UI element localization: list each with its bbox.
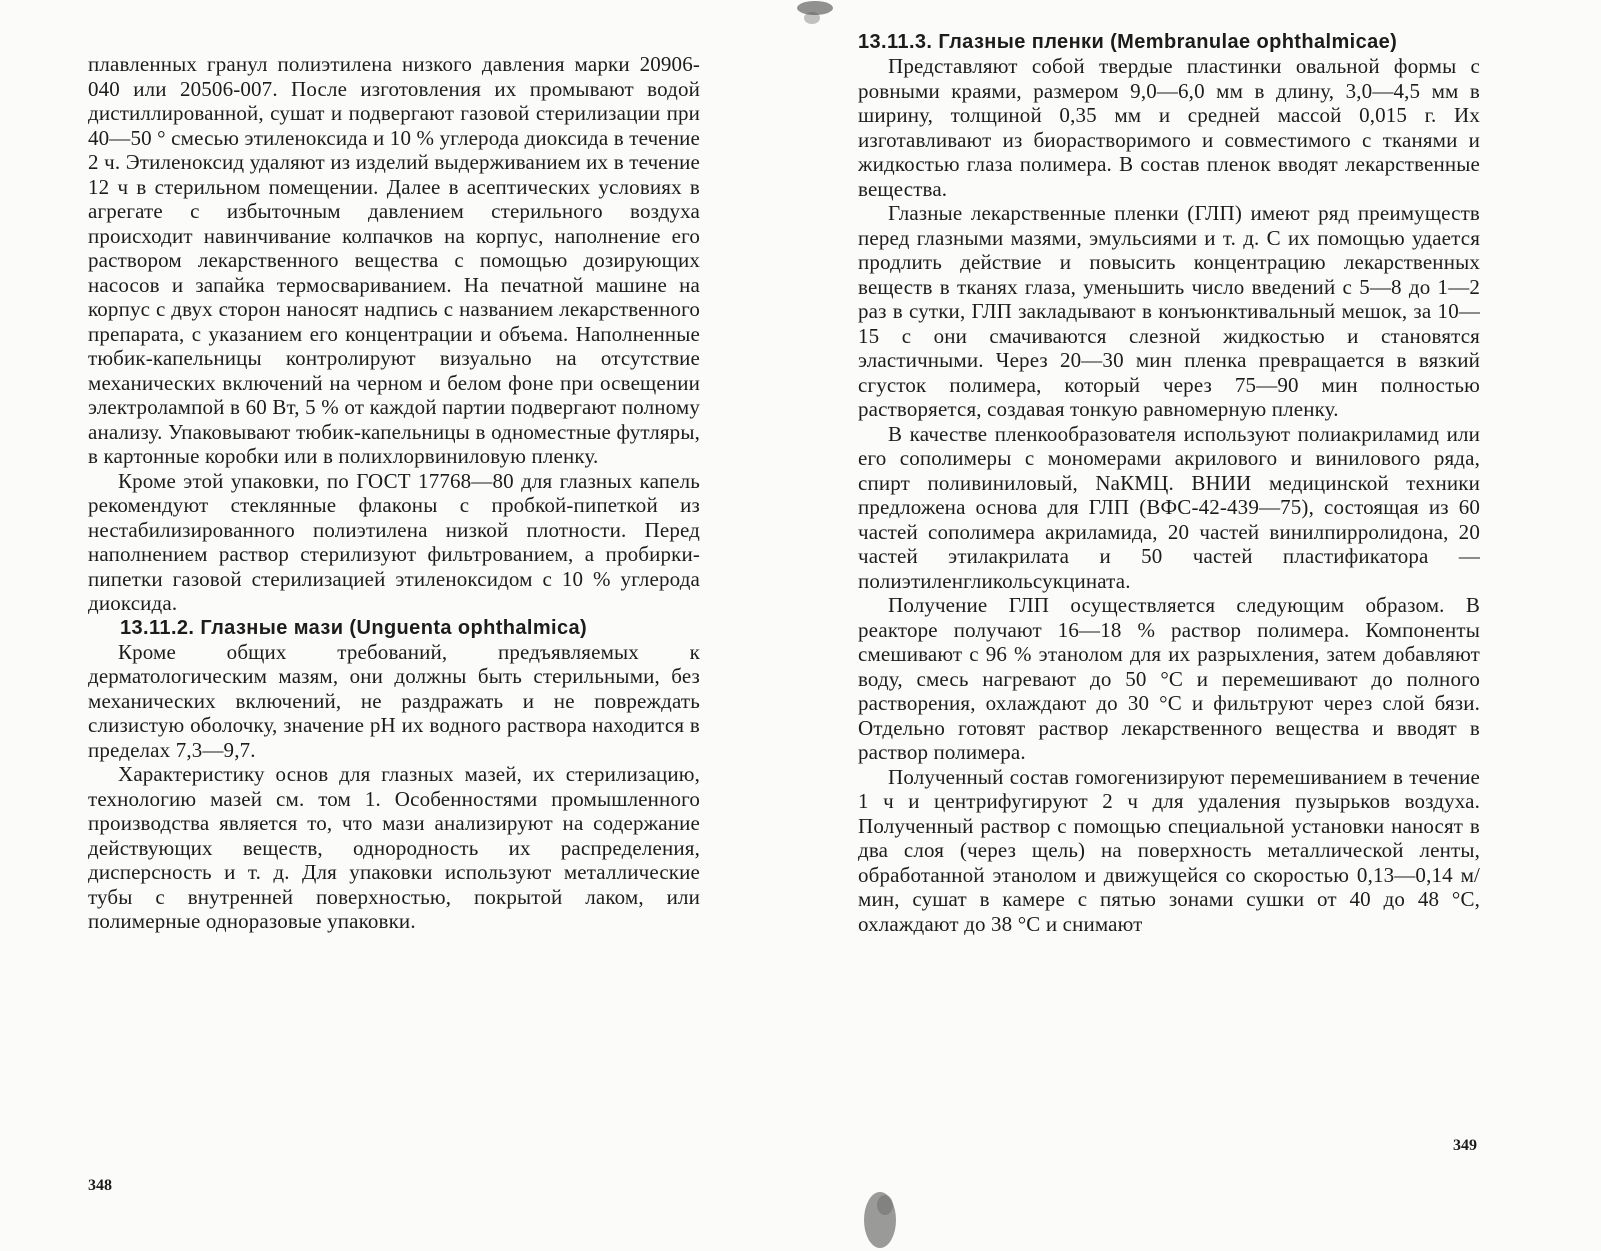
right-paragraph-3: В качестве пленкообразователя используют полиакриламид или его сополимеры с мономерами акрилового и винилового ряда, спирт поливиниловый, NaКМЦ. ВНИИ медицинской техники предложена основа для ГЛП (ВФС-42-439—75), состоящая из 60 частей сополимера акриламида, 20 частей винилпирролидона, 20 частей этилакрилата и 50 частей пластификатора — полиэтиленгликольсукцината. [858, 421, 1480, 593]
right-paragraph-4: Получение ГЛП осуществляется следующим образом. В реакторе получают 16—18 % раствор полимера. Компоненты смешивают с 96 % этанолом для их разрыхления, затем добавляют воду, смесь нагревают до 50 °С и перемешивают до полного растворения, охлаждают до 30 °С и фильтруют через слой бязи. Отдельно готовят раствор лекарственного вещества и вводят в раствор полимера. [858, 593, 1480, 764]
scan-smudge-bottom [855, 1170, 905, 1251]
right-text-column [858, 30, 1480, 936]
left-paragraph-1: плавленных гранул полиэтилена низкого давления марки 20906-040 или 20506-007. После изготовления их промывают водой дистиллированной, сушат и подвергают газовой стерилизации при 40—50 ° смесью этиленоксида и 10 % углерода диоксида в течение 2 ч. Этиленоксид удаляют из изделий выдерживанием их в течение 12 ч в стерильном помещении. Далее в асептических условиях в агрегате с избыточным давлением стерильного воздуха происходит навинчивание колпачков на корпус, наполнение его раствором лекарственного вещества с помощью дозирующих насосов и запайка термосвариванием. На печатной машине на корпус с двух сторон наносят надпись с названием лекарственного препарата, с указанием его концентрации и объема. Наполненные тюбик-капельницы контролируют визуально на отсутствие механических включений на черном и белом фоне при освещении электролампой в 60 Вт, 5 % от каждой партии подвергают полному анализу. Упаковывают тюбик-капельницы в одноместные футляры, в картонные коробки или в полихлорвиниловую пленку. [88, 52, 700, 468]
left-paragraph-4: Характеристику основ для глазных мазей, их стерилизацию, технологию мазей см. том 1. Особенностями промышленного производства является то, что мази анализируют на содержание действующих веществ, однородность их распределения, дисперсность и т. д. Для упаковки используют металлические тубы с внутренней поверхностью, покрытой лаком, или полимерные одноразовые упаковки. [88, 762, 700, 933]
section-heading-13-11-2: 13.11.2. Глазные мази (Unguenta ophthalmica) [120, 616, 588, 639]
right-paragraph-5: Полученный состав гомогенизируют перемешиванием в течение 1 ч и центрифугируют 2 ч для удаления пузырьков воздуха. Полученный раствор с помощью специальной установки наносят в два слоя (через щель) на поверхность металлической ленты, обработанной этанолом и движущейся со скоростью 0,13—0,14 м/мин, сушат в камере с пятью зонами сушки от 40 до 48 °С, охлаждают до 38 °С и снимают [858, 764, 1480, 936]
left-text-column [88, 52, 700, 934]
scan-smudge-top [790, 0, 840, 40]
left-page [0, 0, 800, 1251]
left-paragraph-3: Кроме общих требований, предъявляемых к дерматологическим мазям, они должны быть стерильными, без механических включений, не раздражать и не повреждать слизистую оболочку, значение pH их водного раствора находится в пределах 7,3—9,7. [88, 639, 700, 762]
right-paragraph-1: Представляют собой твердые пластинки овальной формы с ровными краями, размером 9,0—6,0 мм в длину, 3,0—4,5 мм в ширину, толщиной 0,35 мм и средней массой 0,015 г. Их изготавливают из биорастворимого и совместимого с тканями и жидкостью глаза полимера. В состав пленок вводят лекарственные вещества. [858, 54, 1480, 201]
left-paragraph-2: Кроме этой упаковки, по ГОСТ 17768—80 для глазных капель рекомендуют стеклянные флаконы с пробкой-пипеткой из нестабилизированного полиэтилена низкой плотности. Перед наполнением раствор стерилизуют фильтрованием, а пробирки-пипетки газовой стерилизацией этиленоксидом с 10 % углерода диоксида. [88, 468, 700, 615]
right-page [800, 0, 1601, 1251]
right-paragraph-2: Глазные лекарственные пленки (ГЛП) имеют ряд преимуществ перед глазными мазями, эмульсиями и т. д. С их помощью удается продлить действие и повысить концентрацию лекарственных веществ в тканях глаза, уменьшить число введений с 5—8 до 1—2 раз в сутки, ГЛП закладывают в конъюнктивальный мешок, за 10—15 с они смачиваются слезной жидкостью и становятся эластичными. Через 20—30 мин пленка превращается в вязкий сгусток полимера, который через 75—90 мин полностью растворяется, создавая тонкую равномерную пленку. [858, 201, 1480, 421]
page-number-right: 349 [1453, 1137, 1477, 1154]
section-heading-13-11-3: 13.11.3. Глазные пленки (Membranulae ophthalmicae) [858, 31, 1398, 53]
page-number-left: 348 [88, 1177, 112, 1194]
